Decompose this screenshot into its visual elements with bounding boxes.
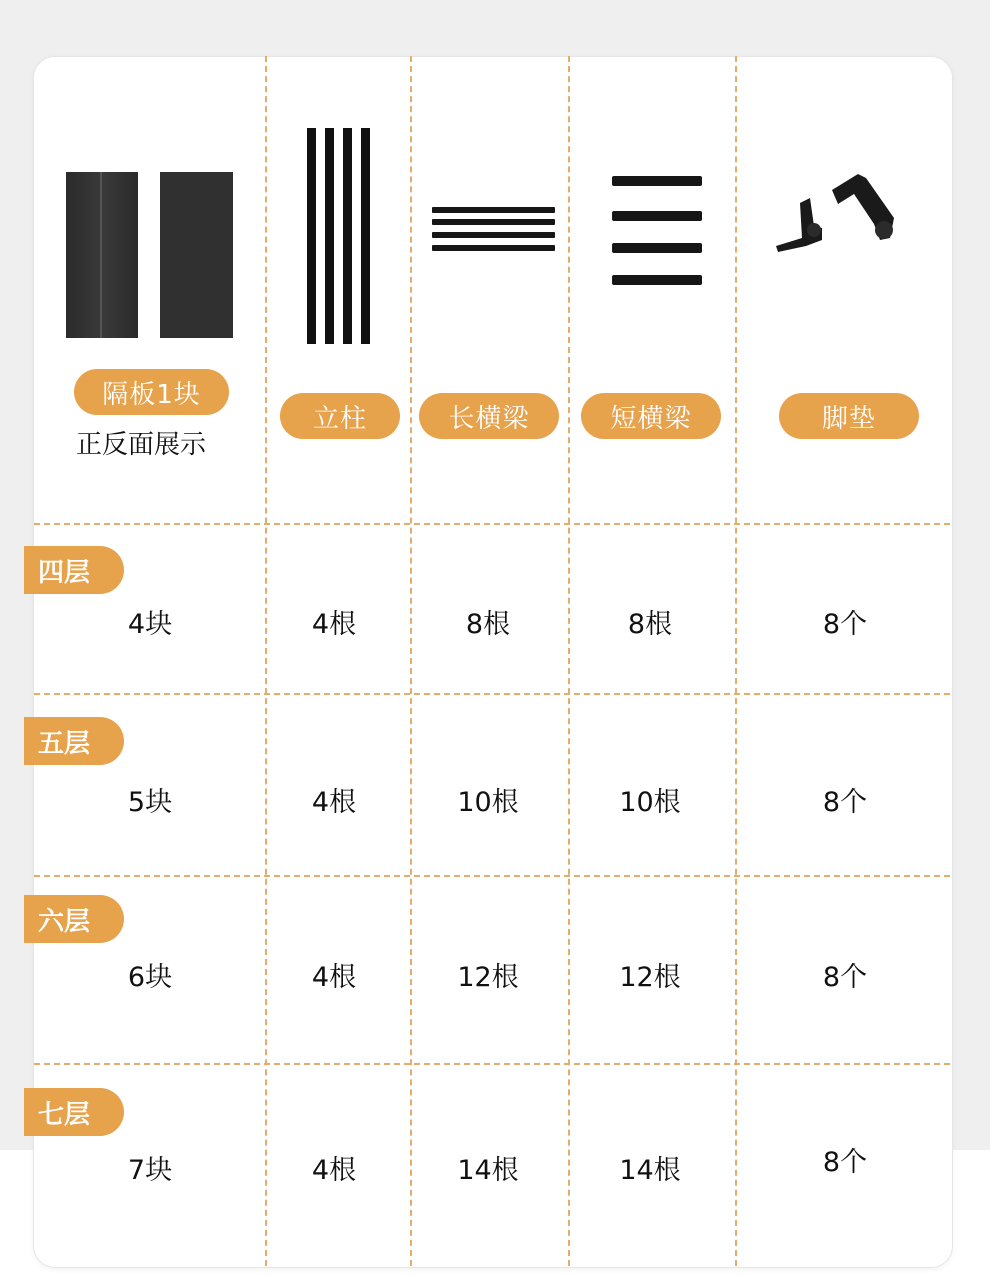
table-cell: 4根 bbox=[311, 962, 357, 993]
row-divider bbox=[34, 875, 950, 877]
header-label-long-beam: 长横梁 bbox=[419, 393, 559, 439]
header-label-foot-pad: 脚垫 bbox=[779, 393, 919, 439]
table-cell: 8个 bbox=[822, 962, 868, 993]
table-cell: 8个 bbox=[822, 609, 868, 640]
row-tier-label: 六层 bbox=[24, 895, 124, 943]
table-cell: 7块 bbox=[127, 1155, 173, 1186]
table-cell: 5块 bbox=[127, 787, 173, 818]
table-cell: 8根 bbox=[465, 609, 511, 640]
table-cell: 12根 bbox=[457, 962, 519, 993]
row-tier-label: 五层 bbox=[24, 717, 124, 765]
table-cell: 8根 bbox=[627, 609, 673, 640]
row-divider bbox=[34, 1063, 950, 1065]
header-label-post: 立柱 bbox=[280, 393, 400, 439]
table-cell: 4根 bbox=[311, 1155, 357, 1186]
column-divider bbox=[410, 56, 412, 1266]
foot-pads-icon bbox=[770, 168, 900, 263]
table-cell: 8个 bbox=[822, 1147, 868, 1178]
row-divider bbox=[34, 523, 950, 525]
table-cell: 4根 bbox=[311, 787, 357, 818]
row-tier-label: 四层 bbox=[24, 546, 124, 594]
table-cell: 10根 bbox=[619, 787, 681, 818]
table-cell: 12根 bbox=[619, 962, 681, 993]
column-divider bbox=[265, 56, 267, 1266]
header-sublabel-shelf: 正反面展示 bbox=[76, 430, 207, 460]
table-cell: 4根 bbox=[311, 609, 357, 640]
table-cell: 10根 bbox=[457, 787, 519, 818]
row-divider bbox=[34, 693, 950, 695]
column-divider bbox=[735, 56, 737, 1266]
table-cell: 14根 bbox=[457, 1155, 519, 1186]
header-label-short-beam: 短横梁 bbox=[581, 393, 721, 439]
header-label-shelf: 隔板1块 bbox=[74, 369, 229, 415]
table-cell: 8个 bbox=[822, 787, 868, 818]
column-divider bbox=[568, 56, 570, 1266]
table-cell: 14根 bbox=[619, 1155, 681, 1186]
table-cell: 4块 bbox=[127, 609, 173, 640]
table-cell: 6块 bbox=[127, 962, 173, 993]
row-tier-label: 七层 bbox=[24, 1088, 124, 1136]
